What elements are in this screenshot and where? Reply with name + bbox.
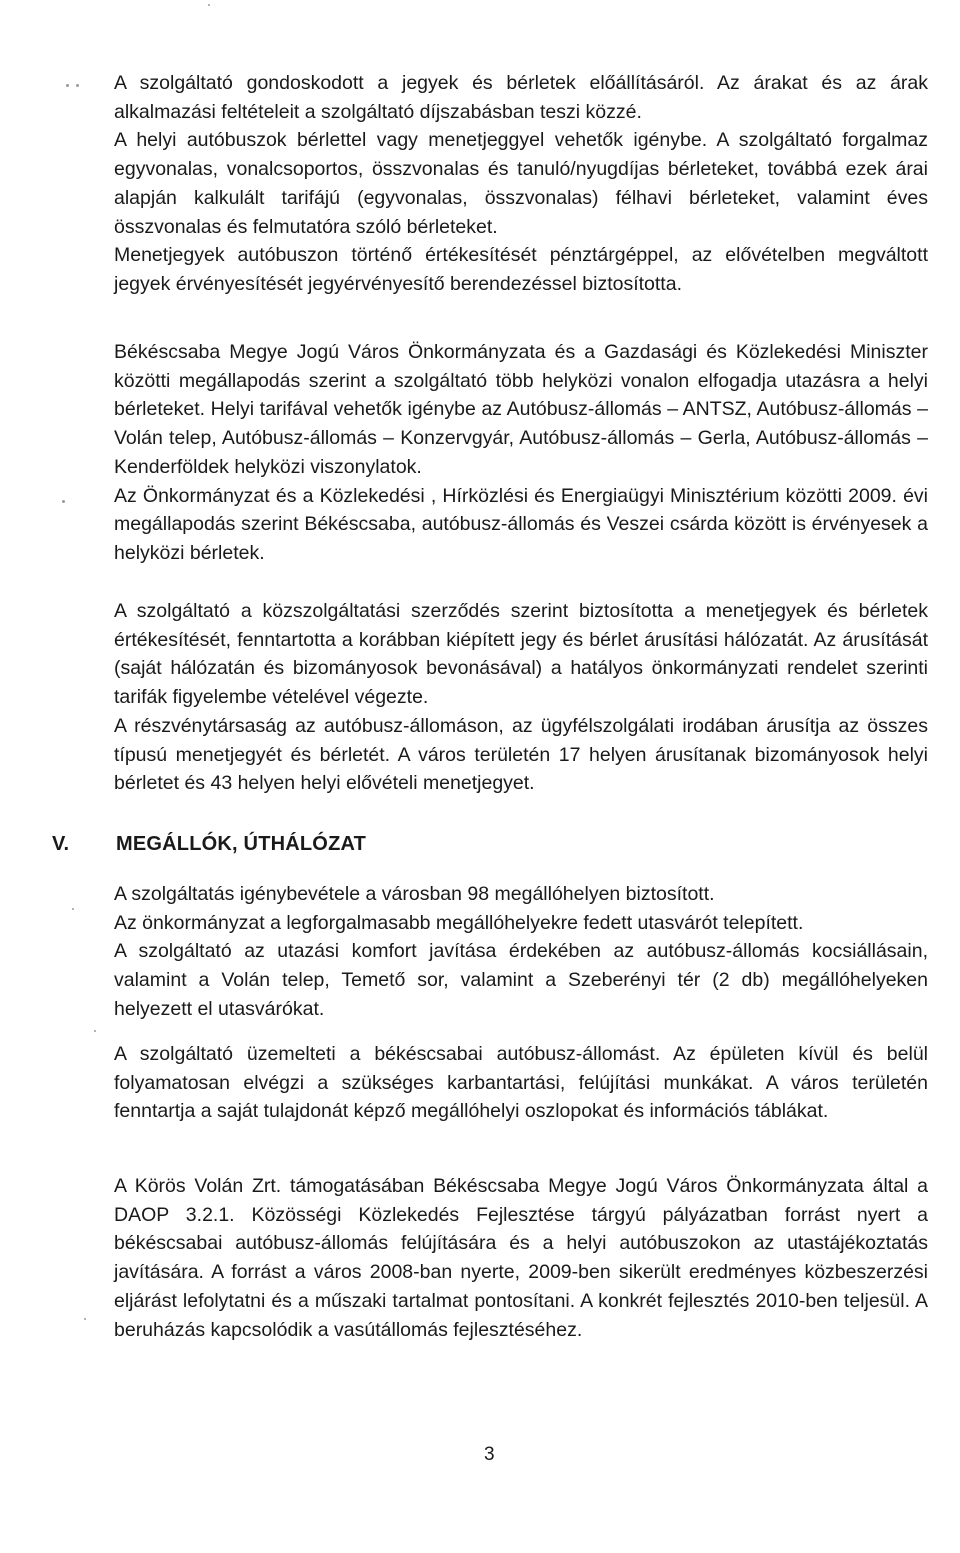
scan-speck	[62, 500, 65, 503]
paragraph: A szolgáltató üzemelteti a békéscsabai autóbusz-állomást. Az épületen kívül és belül folyamatosan elvégzi a szükséges karbantartási, felújítási munkákat. A város területén fenntartja a saját tulajdonát képző megállóhelyi oszlopokat és információs táblákat.	[114, 1043, 928, 1123]
daop-project-paragraph	[114, 1172, 928, 1344]
scan-speck	[72, 908, 74, 910]
sales-network-paragraphs	[114, 597, 928, 798]
paragraph: Menetjegyek autóbuszon történő értékesítését pénztárgéppel, az elővételben megváltott jegyek érvényesítését jegyérvényesítő berendezéssel biztosította.	[114, 244, 928, 295]
paragraph: A Körös Volán Zrt. támogatásában Békéscsaba Megye Jogú Város Önkormányzata által a DAOP 3.2.1. Közösségi Közlekedés Fejlesztése tárgyú pályázatban forrást nyert a békéscsabai autóbusz-állomás felújítására és a helyi autóbuszokon az utastájékoztatás javítására. A forrást a város 2008-ban nyerte, 2009-ben sikerült eredményes közbeszerzési eljárást lefolytatni és a műszaki tartalmat pontosítani. A konkrét fejlesztés 2010-ben teljesül. A beruházás kapcsolódik a vasútállomás fejlesztéséhez.	[114, 1175, 928, 1341]
scan-speck	[94, 1030, 96, 1032]
scan-speck	[76, 84, 79, 87]
section-title: MEGÁLLÓK, ÚTHÁLÓZAT	[116, 833, 367, 855]
paragraph: Az önkormányzat a legforgalmasabb megállóhelyekre fedett utasvárót telepített.	[114, 911, 804, 934]
ticket-paragraphs	[114, 69, 928, 299]
scan-speck	[208, 4, 210, 6]
paragraph: A szolgáltatás igénybevétele a városban 98 megállóhelyen biztosított.	[114, 883, 715, 905]
paragraph: A szolgáltató gondoskodott a jegyek és bérletek előállításáról. Az árakat és az árak alkalmazási feltételeit a szolgáltató díjszabásban teszi közzé.	[114, 72, 928, 123]
stops-paragraphs	[114, 880, 928, 1024]
scan-speck	[66, 84, 69, 87]
paragraph: A szolgáltató a közszolgáltatási szerződés szerint biztosította a menetjegyek és bérletek értékesítését, fenntartotta a korábban kiépített jegy és bérlet árusítási hálózatát. Az árusítását (saját hálózatán és bizományosok bevonásával) a hatályos önkormányzati rendelet szerinti tarifák figyelembe vételével végezte.	[114, 600, 928, 709]
intercity-pass-paragraphs	[114, 338, 928, 568]
paragraph: Az Önkormányzat és a Közlekedési , Hírközlési és Energiaügyi Minisztérium közötti 2009. évi megállapodás szerint Békéscsaba, autóbusz-állomás és Veszei csárda között is érvényesek a helyközi bérletek.	[114, 484, 928, 564]
scan-speck	[84, 1318, 86, 1320]
bus-station-paragraph	[114, 1040, 928, 1126]
section-number: V.	[52, 833, 70, 855]
paragraph: A helyi autóbuszok bérlettel vagy menetjeggyel vehetők igénybe. A szolgáltató forgalmaz egyvonalas, vonalcsoportos, összvonalas és tanuló/nyugdíjas bérleteket, továbbá ezek árai alapján kalkulált tarifájú (egyvonalas, összvonalas) félhavi bérleteket, valamint éves összvonalas és felmutatóra szóló bérleteket.	[114, 129, 928, 238]
page-number: 3	[484, 1444, 495, 1465]
paragraph: A részvénytársaság az autóbusz-állomáson, az ügyfélszolgálati irodában árusítja az összes típusú menetjegyét és bérletét. A város területén 17 helyen árusítanak bizományosok helyi bérletet és 43 helyen helyi elővételi menetjegyet.	[114, 714, 928, 795]
paragraph: A szolgáltató az utazási komfort javítása érdekében az autóbusz-állomás kocsiállásain, valamint a Volán telep, Temető sor, valamint a Szeberényi tér (2 db) megállóhelyeken helyezett el utasvárókat.	[114, 940, 928, 1020]
paragraph: Békéscsaba Megye Jogú Város Önkormányzata és a Gazdasági és Közlekedési Miniszter közötti megállapodás szerint a szolgáltató több helyközi vonalon elfogadja utazásra a helyi bérleteket. Helyi tarifával vehetők igénybe az Autóbusz-állomás – ANTSZ, Autóbusz-állomás – Volán telep, Autóbusz-állomás – Konzervgyár, Autóbusz-állomás – Gerla, Autóbusz-állomás – Kenderföldek helyközi viszonylatok.	[114, 341, 928, 478]
